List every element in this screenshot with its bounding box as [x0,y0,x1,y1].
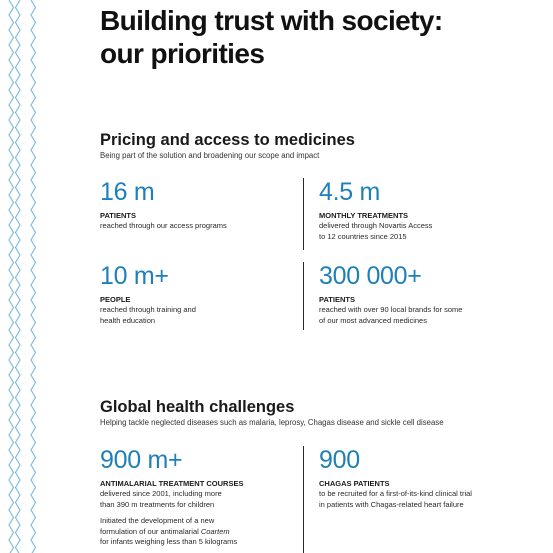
stat-extra-note [100,516,300,548]
stat-value: 300 000+ [319,262,422,290]
stat-description-line: reached with over 90 local brands for some [319,305,463,314]
stat-extra-line [100,527,300,538]
title-line-2: our priorities [100,38,265,69]
stat-patients-local-brands [319,262,519,326]
stat-description [319,489,519,510]
stat-monthly-treatments [319,178,519,242]
stat-description-line: of our most advanced medicines [319,315,427,325]
section-subheading-pricing: Being part of the solution and broadening our scope and impact [100,151,320,160]
stat-description-line: delivered through Novartis Access [319,221,433,230]
stat-description-line: reached through our access programs [100,221,227,230]
pattern-wave-line [31,0,36,553]
stat-description-line: than 390 m treatments for children [100,499,215,509]
stat-antimalarial-courses [100,446,300,548]
brand-name-coartem: Coartem [200,526,230,536]
stat-description [319,305,519,326]
stat-value: 16 m [100,178,155,206]
stat-description-line: to be recruited for a first-of-its-kind clinical trial [319,489,472,498]
title-line-1: Building trust with society: [100,5,443,36]
stat-value: 900 m+ [100,446,183,474]
stat-description-line: reached through training and [100,305,196,314]
stat-description [100,221,300,232]
pattern-wave-line [16,0,21,553]
stat-label: MONTHLY TREATMENTS [319,211,409,220]
stat-description [100,489,300,510]
stat-description [319,221,519,242]
column-divider [303,262,304,330]
stat-chagas-patients [319,446,519,510]
stat-value: 4.5 m [319,178,381,206]
column-divider [303,446,304,553]
stat-description-line: to 12 countries since 2015 [319,231,407,241]
column-divider [303,178,304,250]
stat-label: PEOPLE [100,295,131,304]
stat-description-line: in patients with Chagas-related heart failure [319,499,464,509]
section-heading-pricing: Pricing and access to medicines [100,131,355,149]
stat-description [100,305,300,326]
page-title [100,4,443,70]
stat-label: ANTIMALARIAL TREATMENT COURSES [100,479,244,488]
stat-people-trained [100,262,300,326]
stat-label: CHAGAS PATIENTS [319,479,390,488]
stat-value: 900 [319,446,360,474]
stat-extra-line-prefix: formulation of our antimalarial [100,526,201,536]
stat-label: PATIENTS [319,295,355,304]
stat-description-line: delivered since 2001, including more [100,489,222,498]
stat-extra-line: for infants weighing less than 5 kilograms [100,537,238,546]
stat-extra-line: Initiated the development of a new [100,516,215,525]
stat-label: PATIENTS [100,211,136,220]
stat-value: 10 m+ [100,262,169,290]
decorative-pattern [0,0,40,553]
pattern-wave-line [9,0,14,553]
stat-patients-access [100,178,300,232]
stat-description-line: health education [100,315,156,325]
section-heading-global-health: Global health challenges [100,398,295,416]
section-subheading-global-health: Helping tackle neglected diseases such as malaria, leprosy, Chagas disease and sickle cell disease [100,418,444,427]
